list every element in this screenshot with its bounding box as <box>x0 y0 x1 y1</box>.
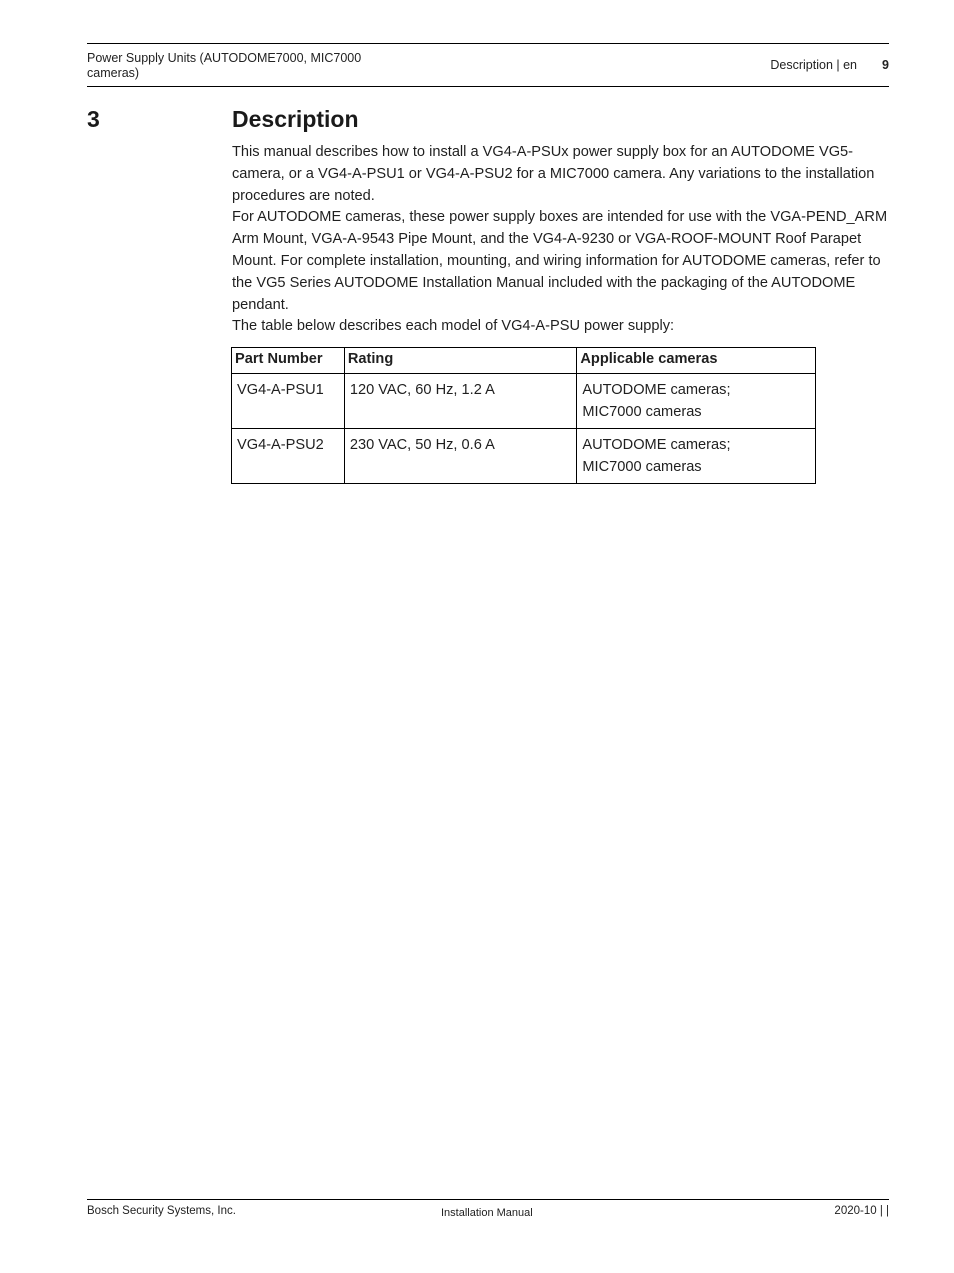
psu-model-table <box>231 347 816 484</box>
cell-part-number: VG4-A-PSU1 <box>232 374 345 429</box>
page-header <box>87 43 889 87</box>
column-header-rating: Rating <box>344 348 577 374</box>
footer-company: Bosch Security Systems, Inc. <box>87 1205 236 1217</box>
camera-line: MIC7000 cameras <box>582 404 702 420</box>
paragraph-table-intro: The table below describes each model of VG4-A-PSU power supply: <box>232 318 675 335</box>
cell-rating: 120 VAC, 60 Hz, 1.2 A <box>344 374 577 429</box>
paragraph-intro: This manual describes how to install a VG4-A-PSUx power supply box for an AUTODOME VG5-camera, or a VG4-A-PSU1 or VG4-A-PSU2 for a MIC7000 camera. Any variations to the installation procedures are noted. <box>232 144 875 204</box>
chapter-title: Description <box>232 106 359 132</box>
header-doc-title: Power Supply Units (AUTODOME7000, MIC7000 cameras) <box>87 51 362 80</box>
cell-applicable-cameras <box>577 429 816 484</box>
header-section: Description | en <box>770 58 857 72</box>
cell-rating: 230 VAC, 50 Hz, 0.6 A <box>344 429 577 484</box>
paragraph-autodome: For AUTODOME cameras, these power supply boxes are intended for use with the VGA-PEND_ARM Arm Mount, VGA-A-9543 Pipe Mount, and the VG4-A-9230 or VGA-ROOF-MOUNT Roof Parapet Mount. For complete installation, mounting, and wiring information for AUTODOME cameras, refer to the VG5 Series AUTODOME Installation Manual included with the packaging of the AUTODOME pendant. <box>232 209 888 313</box>
footer-date: 2020-10 | | <box>834 1205 889 1217</box>
column-header-part-number: Part Number <box>232 348 345 374</box>
page-number: 9 <box>882 58 889 72</box>
cell-part-number: VG4-A-PSU2 <box>232 429 345 484</box>
table-row <box>232 429 816 484</box>
footer-doc-type: Installation Manual <box>441 1207 533 1219</box>
table-row <box>232 374 816 429</box>
chapter-number: 3 <box>87 106 100 132</box>
header-section-info <box>770 58 889 72</box>
page-footer <box>87 1199 889 1230</box>
camera-line: MIC7000 cameras <box>582 459 702 475</box>
column-header-applicable-cameras: Applicable cameras <box>577 348 816 374</box>
cell-applicable-cameras <box>577 374 816 429</box>
camera-line: AUTODOME cameras; <box>582 437 731 453</box>
table-header-row <box>232 348 816 374</box>
camera-line: AUTODOME cameras; <box>582 382 731 398</box>
description-body <box>232 142 892 338</box>
